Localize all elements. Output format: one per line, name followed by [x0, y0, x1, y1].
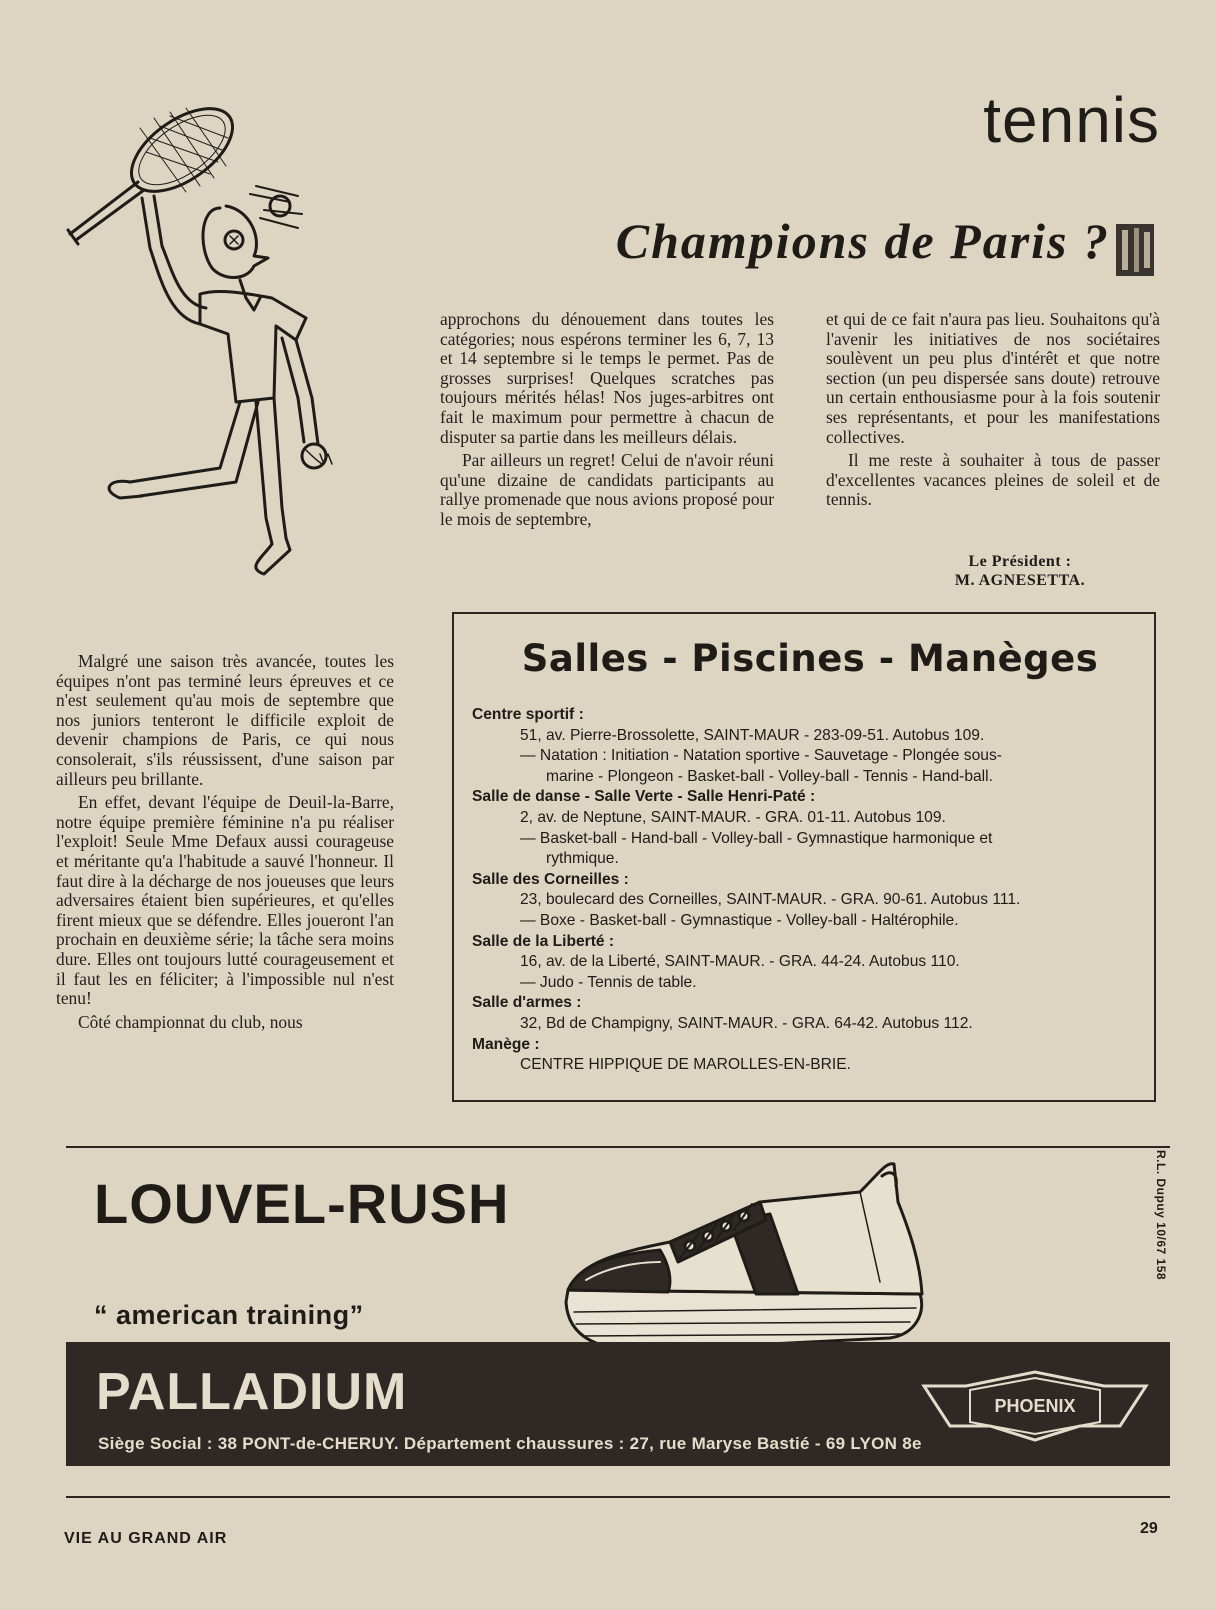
paragraph: Côté championnat du club, nous [78, 1011, 303, 1032]
paragraph: Malgré une saison très avancée, toutes les équipes n'ont pas terminé leurs épreuves et ce n'est seulement qu'au mois de septembre que nos juniors tenteront le difficile exploit de devenir champions de Paris, ce qui nous consolerait, s'ils réussissent, d'une saison par ailleurs peu brillante. [56, 651, 394, 789]
activities-continued: rythmique. [546, 850, 619, 868]
venues-list [472, 705, 1148, 1076]
article-column-3 [826, 310, 1160, 514]
headline-ornament [1112, 222, 1158, 278]
venue-activities: — Judo - Tennis de table. [520, 973, 697, 991]
article-column-1 [56, 652, 394, 1036]
activities-text: — Natation : Initiation - Natation sportive - Sauvetage - Plongée sous- [520, 747, 1002, 765]
ad-credit: R.L. Dupuy 10/67 158 [1154, 1150, 1168, 1281]
activities-text: — Basket-ball - Hand-ball - Volley-ball - Gymnastique harmonique et [520, 829, 993, 847]
signature [900, 552, 1140, 590]
venues-title: Salles - Piscines - Manèges [521, 637, 1099, 680]
venue-item [472, 870, 1148, 932]
venue-address: 2, av. de Neptune, SAINT-MAUR. - GRA. 01-11. Autobus 109. [520, 808, 946, 826]
paragraph: Par ailleurs un regret! Celui de n'avoir réuni qu'une dizaine de candidats participants au rallye promenade que nous avions proposé pour le mois de septembre, [440, 450, 774, 529]
article-headline: Champions de Paris ? [615, 213, 1110, 269]
venue-name: Manège : [472, 1035, 540, 1053]
venue-activities: — Boxe - Basket-ball - Gymnastique - Volley-ball - Haltérophile. [520, 911, 959, 929]
venue-name: Centre sportif : [472, 706, 584, 723]
venue-item [472, 993, 1148, 1034]
venue-name: Salle de la Liberté : [472, 932, 615, 950]
venue-address: CENTRE HIPPIQUE DE MAROLLES-EN-BRIE. [520, 1056, 851, 1074]
venue-address: 23, boulecard des Corneilles, SAINT-MAUR. - GRA. 90-61. Autobus 111. [520, 891, 1021, 909]
venue-item [472, 787, 1148, 869]
sneaker-illustration [560, 1162, 930, 1358]
ad-top-rule [66, 1146, 1170, 1148]
venue-name: Salle de danse - Salle Verte - Salle Henri-Paté : [472, 788, 816, 806]
venue-item [472, 932, 1148, 994]
venue-item [472, 705, 1148, 787]
phoenix-logo-text: PHOENIX [994, 1396, 1076, 1416]
venue-item [472, 1035, 1148, 1076]
venue-address: 51, av. Pierre-Brossolette, SAINT-MAUR - 283-09-51. Autobus 109. [520, 726, 985, 744]
signature-role: Le Président : [968, 553, 1072, 570]
venue-activities [472, 829, 1148, 870]
magazine-name: VIE AU GRAND AIR [64, 1530, 228, 1547]
signature-name: M. AGNESETTA. [954, 572, 1086, 589]
paragraph: approchons du dénouement dans toutes les catégories; nous espérons terminer les 6, 7, 13 et 14 septembre si le temps le permet. Pas de grosses surprises! Quelques scratches pas toujours mérités hélas! Nos juges-arbitres ont fait le maximum pour permettre à chacun de disputer sa partie dans les meilleurs délais. [440, 309, 774, 447]
ad-slogan: “ american training” [94, 1300, 364, 1330]
phoenix-logo [920, 1370, 1150, 1442]
page-number: 29 [1140, 1520, 1158, 1537]
paragraph: En effet, devant l'équipe de Deuil-la-Barre, notre équipe première féminine n'a pu réaliser l'exploit! Seule Mme Defaux aussi courageuse et méritante qu'a l'habitude a sauvé l'honneur. Il faut dire à la décharge de nos joueuses que leurs adversaires étaient bien supérieures, et qu'elles firent mieux que se défendre. Elles joueront l'an prochain en deuxième série; la tâche sera moins dure. Elles ont toujours lutté courageusement et il faut les en féliciter; à l'impossible nul n'est tenu! [56, 792, 394, 1009]
section-title: tennis [983, 84, 1160, 156]
venue-address: 16, av. de la Liberté, SAINT-MAUR. - GRA. 44-24. Autobus 110. [520, 953, 960, 971]
activities-continued: marine - Plongeon - Basket-ball - Volley-ball - Tennis - Hand-ball. [546, 767, 993, 785]
venue-name: Salle d'armes : [472, 994, 582, 1012]
ad-brand: LOUVEL-RUSH [94, 1172, 510, 1235]
venue-address: 32, Bd de Champigny, SAINT-MAUR. - GRA. 64-42. Autobus 112. [520, 1014, 973, 1032]
paragraph: et qui de ce fait n'aura pas lieu. Souhaitons qu'à l'avenir les initiatives de nos sociétaires soulèvent un peu plus d'intérêt et que notre section (un peu dispersée sans doute) retrouve un certain enthousiasme pour à la fois soutenir ses représentants, et pour les manifestations collectives. [826, 309, 1160, 447]
ad-maker: PALLADIUM [96, 1363, 408, 1421]
footer-rule [66, 1496, 1170, 1498]
paragraph: Il me reste à souhaiter à tous de passer d'excellentes vacances pleines de soleil et de tennis. [826, 450, 1160, 510]
tennis-player-illustration [50, 98, 430, 596]
article-column-2 [440, 310, 774, 534]
venue-name: Salle des Corneilles : [472, 870, 629, 888]
venue-activities [472, 746, 1148, 787]
ad-address: Siège Social : 38 PONT-de-CHERUY. Département chaussures : 27, rue Maryse Bastié - 69 LYON 8e [98, 1434, 922, 1453]
